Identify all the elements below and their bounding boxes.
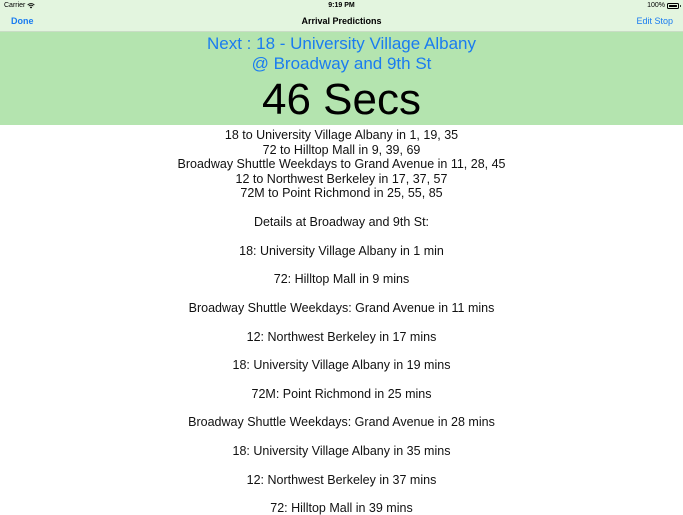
- done-button[interactable]: Done: [11, 16, 34, 26]
- summary-line: 72 to Hilltop Mall in 9, 39, 69: [262, 142, 421, 157]
- detail-line: 18: University Village Albany in 35 mins: [232, 443, 451, 458]
- status-time: 9:19 PM: [328, 2, 355, 9]
- predictions-content: [0, 125, 683, 515]
- detail-line: 18: University Village Albany in 1 min: [239, 243, 444, 258]
- status-right: [647, 0, 679, 11]
- detail-line: 72M: Point Richmond in 25 mins: [251, 386, 432, 401]
- page-title: Arrival Predictions: [301, 16, 382, 26]
- next-route-label: Next : 18 - University Village Albany: [207, 34, 476, 53]
- detail-line: 72: Hilltop Mall in 39 mins: [270, 501, 413, 515]
- battery-icon: [667, 3, 679, 9]
- battery-fill: [669, 5, 677, 7]
- detail-line: Broadway Shuttle Weekdays: Grand Avenue in 28 mins: [188, 415, 495, 429]
- summary-line: 12 to Northwest Berkeley in 17, 37, 57: [235, 171, 448, 186]
- detail-line: 72: Hilltop Mall in 9 mins: [273, 272, 410, 286]
- summary-line: 72M to Point Richmond in 25, 55, 85: [240, 186, 443, 200]
- stop-name-label: @ Broadway and 9th St: [251, 54, 432, 73]
- battery-percent: 100%: [647, 2, 665, 9]
- summary-line: Broadway Shuttle Weekdays to Grand Avenue in 11, 28, 45: [177, 157, 506, 171]
- detail-line: 12: Northwest Berkeley in 17 mins: [246, 329, 437, 344]
- detail-line: 12: Northwest Berkeley in 37 mins: [246, 472, 437, 487]
- details-header: Details at Broadway and 9th St:: [253, 215, 430, 229]
- detail-line: 18: University Village Albany in 19 mins: [232, 358, 451, 372]
- edit-stop-button[interactable]: Edit Stop: [636, 16, 673, 26]
- navigation-bar: [0, 11, 683, 32]
- status-bar: [0, 0, 683, 11]
- carrier-label: Carrier: [4, 2, 26, 9]
- summary-line: 18 to University Village Albany in 1, 19, 35: [224, 128, 459, 142]
- countdown-label: 46 Secs: [262, 75, 421, 124]
- next-arrival-banner: [0, 32, 683, 125]
- detail-line: Broadway Shuttle Weekdays: Grand Avenue in 11 mins: [188, 300, 495, 315]
